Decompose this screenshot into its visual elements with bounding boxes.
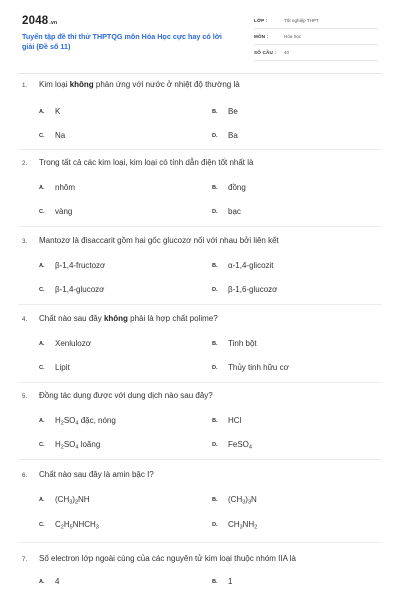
formula-subscript: 4: [75, 444, 79, 451]
meta-label-count: SỐ CÂU :: [254, 50, 277, 55]
option-a[interactable]: [39, 339, 91, 348]
question-divider: [18, 149, 382, 150]
option-text: Ba: [228, 131, 238, 140]
question-text: Số electron lớp ngoài cùng của các nguyên tử kim loại thuộc nhóm IIA là: [39, 554, 296, 563]
option-c[interactable]: [39, 131, 65, 140]
option-letter: D.: [212, 209, 218, 215]
formula-main: H: [55, 416, 61, 425]
option-letter: B.: [212, 263, 218, 269]
option-letter: A.: [39, 341, 45, 347]
option-text: 1: [228, 577, 233, 586]
meta-row-count: [254, 47, 378, 61]
formula-subscript: 2: [60, 524, 64, 531]
question-text: [39, 80, 379, 89]
option-text: Thủy tinh hữu cơ: [228, 363, 289, 372]
option-letter: D.: [212, 442, 218, 448]
formula-tail: đặc, nóng: [78, 416, 116, 425]
option-text: bạc: [228, 207, 241, 216]
question-number: 3.: [22, 238, 28, 245]
question-divider: [18, 226, 382, 227]
option-b[interactable]: [212, 339, 257, 348]
option-letter: B.: [212, 185, 218, 191]
formula-subscript: 4: [75, 420, 79, 427]
option-text: Tinh bột: [228, 339, 257, 348]
option-d[interactable]: [212, 440, 252, 451]
question-number: 2.: [22, 160, 28, 167]
question-text-pre: Kim loại: [39, 80, 70, 89]
option-b[interactable]: [212, 577, 232, 586]
formula-subscript: 4: [248, 444, 252, 451]
option-text: β-1,4-fructozơ: [55, 261, 106, 270]
option-letter: C.: [39, 209, 45, 215]
option-letter: C.: [39, 287, 45, 293]
meta-row-subject: [254, 31, 378, 45]
option-text: Lipit: [55, 363, 70, 372]
question-divider: [18, 542, 382, 543]
question-divider: [18, 459, 382, 460]
site-logo[interactable]: [22, 15, 57, 27]
option-c[interactable]: [39, 520, 99, 531]
formula-subscript: 3: [242, 499, 246, 506]
formula-main: (CH: [228, 495, 243, 504]
option-a[interactable]: [39, 416, 116, 427]
meta-value-subject: Hóa học: [284, 34, 302, 39]
formula-subscript: 2: [60, 444, 64, 451]
question-number: 1.: [22, 82, 28, 89]
option-letter: A.: [39, 109, 45, 115]
option-letter: C.: [39, 522, 45, 528]
option-letter: B.: [212, 497, 218, 503]
formula-main: (CH: [55, 495, 70, 504]
question-text-bold: không: [103, 314, 128, 323]
formula-mid: ): [245, 495, 248, 504]
exam-meta: [254, 15, 378, 63]
question-divider: [18, 382, 382, 383]
option-letter: D.: [212, 522, 218, 528]
option-letter: B.: [212, 341, 218, 347]
formula-mid: SO: [63, 440, 76, 449]
formula-subscript: 2: [254, 524, 258, 531]
formula-tail: NHCH: [72, 520, 96, 529]
question-number: 6.: [22, 472, 28, 479]
option-text: Be: [228, 107, 238, 116]
option-text: nhôm: [55, 183, 76, 192]
meta-label-subject: MÔN :: [254, 34, 269, 39]
option-text: HCl: [228, 416, 242, 425]
question-text: Trong tất cả các kim loại, kim loại có tính dẫn điện tốt nhất là: [39, 158, 254, 167]
option-letter: D.: [212, 287, 218, 293]
option-b[interactable]: [212, 416, 241, 425]
question-text: [39, 314, 379, 323]
question-number: 7.: [22, 556, 28, 563]
option-letter: B.: [212, 418, 218, 424]
option-letter: A.: [39, 579, 45, 585]
meta-value-count: 40: [284, 50, 290, 55]
logo-text: 2048: [22, 15, 49, 27]
option-a[interactable]: [39, 183, 75, 192]
option-letter: A.: [39, 185, 45, 191]
meta-value-class: Tốt nghiệp THPT: [284, 18, 319, 23]
formula-main: FeSO: [228, 440, 249, 449]
formula-main: C: [55, 520, 61, 529]
option-letter: B.: [212, 579, 218, 585]
option-text: K: [55, 107, 61, 116]
option-b[interactable]: [212, 495, 257, 506]
option-a[interactable]: [39, 261, 105, 270]
option-text: β-1,6-glucozơ: [228, 285, 278, 294]
formula-mid: ): [72, 495, 75, 504]
formula-mid: NH: [242, 520, 255, 529]
option-c[interactable]: [39, 363, 70, 372]
option-c[interactable]: [39, 440, 100, 451]
question-number: 5.: [22, 393, 28, 400]
question-divider: [18, 304, 382, 305]
formula-mid: SO: [63, 416, 76, 425]
option-c[interactable]: [39, 285, 104, 294]
option-d[interactable]: [212, 131, 238, 140]
question-text-post: phải là hợp chất polime?: [127, 314, 218, 323]
question-text-post: phản ứng với nước ở nhiệt độ thường là: [93, 80, 240, 89]
logo-suffix: .vn: [49, 20, 58, 26]
formula-subscript: 2: [60, 420, 64, 427]
question-number: 4.: [22, 316, 28, 323]
formula-subscript: 2: [74, 499, 79, 506]
option-letter: D.: [212, 365, 218, 371]
formula-main: H: [55, 440, 61, 449]
option-text: β-1,4-glucozơ: [55, 285, 105, 294]
option-letter: C.: [39, 133, 45, 139]
exam-title-line-2: giải (Đề số 11): [22, 41, 71, 51]
meta-row-class: [254, 15, 378, 29]
option-text: α-1,4-glicozit: [228, 261, 274, 270]
option-c[interactable]: [39, 207, 72, 216]
option-b[interactable]: [212, 183, 246, 192]
option-letter: D.: [212, 133, 218, 139]
option-text: đồng: [228, 183, 246, 192]
formula-subscript: 3: [69, 499, 73, 506]
formula-subscript: 3: [247, 499, 252, 506]
exam-title: [22, 32, 237, 51]
formula-tail: N: [251, 495, 257, 504]
question-text-pre: Chất nào sau đây: [39, 314, 104, 323]
exam-header: [0, 0, 400, 70]
option-b[interactable]: [212, 107, 238, 116]
option-b[interactable]: [212, 261, 274, 270]
option-a[interactable]: [39, 577, 59, 586]
option-letter: B.: [212, 109, 218, 115]
formula-subscript: 5: [69, 524, 73, 531]
exam-title-line-1: Tuyển tập đề thi thử THPTQG môn Hóa Học cực hay có lời: [22, 32, 222, 41]
option-a[interactable]: [39, 495, 90, 506]
formula-tail: NH: [78, 495, 90, 504]
header-divider: [18, 73, 382, 74]
formula-subscript: 3: [239, 524, 243, 531]
option-d[interactable]: [212, 285, 277, 294]
formula-subscript: 3: [95, 524, 99, 531]
question-text: Chất nào sau đây là amin bậc I?: [39, 470, 154, 479]
question-text: Đồng tác dụng được với dung dịch nào sau đây?: [39, 391, 213, 400]
question-text: Mantozơ là đisaccarit gồm hai gốc glucozơ nối với nhau bởi liên kết: [39, 236, 279, 245]
option-letter: C.: [39, 442, 45, 448]
formula-tail: loãng: [78, 440, 101, 449]
option-text: 4: [55, 577, 60, 586]
option-d[interactable]: [212, 363, 289, 372]
option-d[interactable]: [212, 520, 257, 531]
formula-main: CH: [228, 520, 240, 529]
meta-label-class: LỚP :: [254, 18, 268, 23]
option-letter: A.: [39, 497, 45, 503]
option-a[interactable]: [39, 107, 60, 116]
question-text-bold: không: [69, 80, 94, 89]
formula-mid: H: [63, 520, 70, 529]
option-d[interactable]: [212, 207, 241, 216]
option-letter: A.: [39, 418, 45, 424]
option-letter: A.: [39, 263, 45, 269]
option-text: Xenlulozơ: [55, 339, 91, 348]
option-text: vàng: [55, 207, 73, 216]
option-letter: C.: [39, 365, 45, 371]
option-text: Na: [55, 131, 66, 140]
